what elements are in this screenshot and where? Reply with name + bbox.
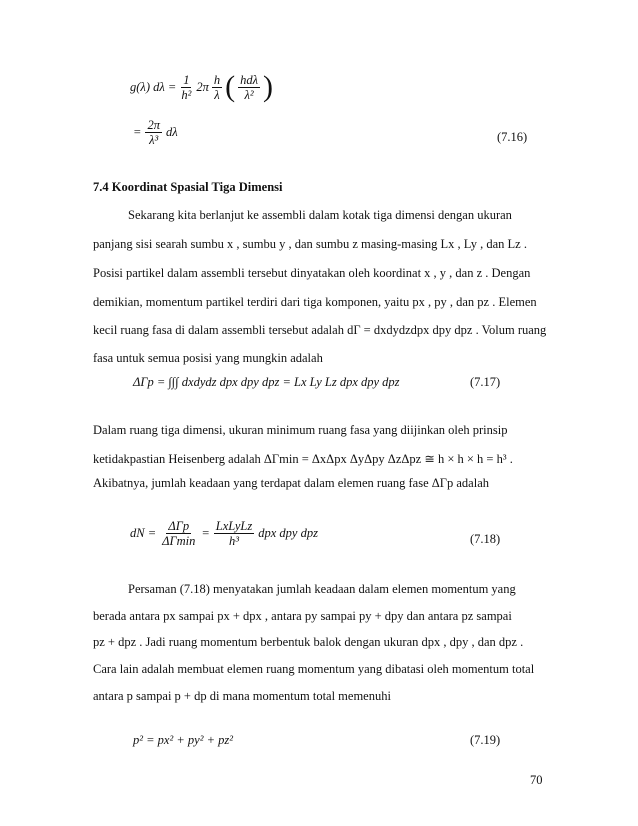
fraction: $\frac{2\pi}{\text{λ³}}$ — [147, 118, 160, 147]
two-pi: 2π — [196, 79, 209, 94]
paragraph-line: Sekarang kita berlanjut ke assembli dalam kotak tiga dimensi dengan ukuran — [128, 208, 512, 222]
equation-7-18: dN = $\frac{\text{ΔΓp}}{\Delta\Gamma\min}$ = $\frac{\text{LxLyLz}}{\text{h³}}$ dpx dpy dpz — [130, 519, 318, 548]
equation-number: (7.16) — [497, 130, 528, 144]
paragraph-line: antara p sampai p + dp di mana momentum total memenuhi — [93, 689, 391, 703]
equation-lhs: g(λ) dλ = — [130, 79, 177, 94]
paragraph-line: Posisi partikel dalam assembli tersebut dinyatakan oleh koordinat x , y , dan z . Dengan — [93, 266, 531, 280]
fraction: $\frac{1}{\text{h²}}$ — [181, 72, 192, 102]
paragraph-line: Cara lain adalah membuat elemen ruang momentum yang dibatasi oleh momentum total — [93, 662, 535, 676]
right-paren: ) — [263, 70, 274, 103]
equation-7-17: ΔΓp = ∫∫∫ dxdydz dpx dpy dpz = Lx Ly Lz dpx dpy dpz — [133, 375, 400, 389]
paragraph-line: ketidakpastian Heisenberg adalah ΔΓmin = ΔxΔpx ΔyΔpy ΔzΔpz ≅ h × h × h = h³ . — [93, 452, 513, 466]
paragraph-line: Akibatnya, jumlah keadaan yang terdapat dalam elemen ruang fase ΔΓp adalah — [93, 476, 490, 490]
paragraph-line: berada antara px sampai px + dpx , antara py sampai py + dpy dan antara pz sampai — [93, 609, 512, 623]
fraction: $\frac{\text{ΔΓp}}{\Delta\Gamma\min}$ — [162, 519, 196, 548]
paragraph-line: fasa untuk semua posisi yang mungkin adalah — [93, 351, 323, 365]
paragraph-line: panjang sisi searah sumbu x , sumbu y , dan sumbu z masing-masing Lx , Ly , dan Lz . — [93, 237, 527, 251]
page-number: 70 — [530, 773, 543, 787]
equation-g-lambda — [130, 72, 273, 102]
paragraph-line: demikian, momentum partikel terdiri dari tiga komponen, yaitu px , py , dan pz . Elemen — [93, 295, 537, 309]
paragraph-line: Persaman (7.18) menyatakan jumlah keadaan dalam elemen momentum yang — [128, 582, 516, 596]
fraction: $\frac{\text{LxLyLz}}{\text{h³}}$ — [215, 519, 253, 548]
equation-number: (7.17) — [470, 375, 501, 389]
section-heading: 7.4 Koordinat Spasial Tiga Dimensi — [93, 180, 283, 194]
fraction: $\frac{h}{\lambda}$ — [213, 72, 221, 102]
left-paren: ( — [225, 70, 236, 103]
equation-number: (7.18) — [470, 532, 501, 546]
paragraph-line: kecil ruang fasa di dalam assembli tersebut adalah dΓ = dxdydzdpx dpy dpz . Volum ruang — [93, 323, 547, 337]
fraction: $\frac{\text{hdλ}}{\text{λ²}}$ — [240, 72, 259, 102]
equation-number: (7.19) — [470, 733, 501, 747]
equation-7-16: = $\frac{2\pi}{\text{λ³}}$ dλ — [133, 118, 178, 147]
paragraph-line: pz + dpz . Jadi ruang momentum berbentuk balok dengan ukuran dpx , dpy , dan dpz . — [93, 635, 524, 649]
equation-7-19: p² = px² + py² + pz² — [133, 733, 234, 747]
paragraph-line: Dalam ruang tiga dimensi, ukuran minimum ruang fasa yang diijinkan oleh prinsip — [93, 423, 508, 437]
